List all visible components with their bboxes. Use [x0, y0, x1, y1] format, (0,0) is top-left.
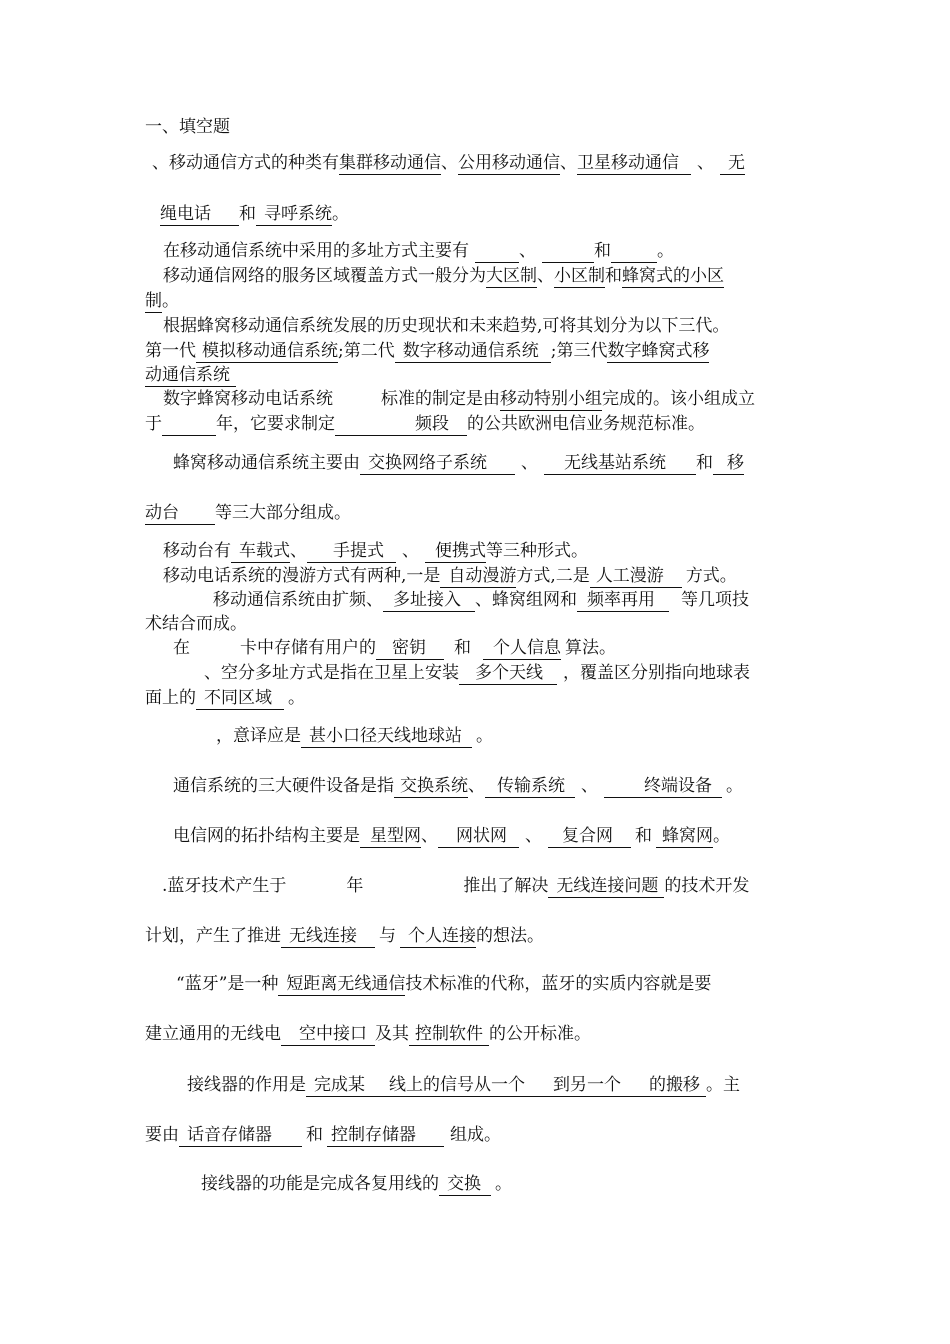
answer-blank: 动台: [145, 503, 215, 525]
question-4-cont: 第一代 模拟移动通信系统;第二代 数字移动通信系统 ;第三代数字蜂窝式移: [145, 341, 710, 361]
answer-blank: 交换网络子系统: [360, 453, 515, 475]
question-14: 电信网的拓扑结构主要是 星型网、 网状网 、 复合网 和 蜂窝网。: [173, 826, 730, 846]
answer-blank: 便携式: [425, 541, 486, 563]
question-6-cont: 动台 等三大部分组成。: [145, 503, 351, 523]
answer-blank: 多个天线: [459, 663, 557, 685]
answer-blank: 无线连接问题: [548, 876, 664, 898]
question-9-cont: 术结合而成。: [145, 614, 247, 634]
answer-blank: 控制软件: [409, 1024, 489, 1046]
answer-blank: 密钥: [376, 638, 444, 660]
question-11-cont: 面上的 不同区域 。: [145, 688, 305, 708]
answer-blank: 终端设备: [604, 776, 722, 798]
question-5: 数字蜂窝移动电话系统 标准的制定是由移动特别小组完成的。该小组成立: [163, 389, 755, 409]
question-15-cont: 计划，产生了推进 无线连接 与 个人连接的想法。: [145, 926, 544, 946]
answer-blank: 自动漫游: [440, 566, 516, 588]
question-10: 在 卡中存储有用户的 密钥 和 个人信息 算法。: [173, 638, 616, 658]
question-3-cont: 制。: [145, 291, 179, 311]
question-7: 移动台有 车载式、 手提式 、 便携式等三种形式。: [163, 541, 588, 561]
answer-blank: 交换系统: [394, 776, 468, 798]
answer-blank: 寻呼系统: [256, 204, 332, 226]
answer-blank: 频段: [335, 414, 467, 436]
answer-blank: 多址接入: [383, 590, 475, 612]
answer-blank: 大区制: [486, 266, 537, 286]
answer-blank: 手提式: [307, 541, 396, 563]
answer-blank: 频率再用: [577, 590, 669, 612]
answer-blank: 蜂窝网: [656, 826, 713, 848]
answer-blank: 控制存储器: [327, 1125, 444, 1147]
question-6: 蜂窝移动通信系统主要由 交换网络子系统 、 无线基站系统 和 移: [173, 453, 744, 473]
question-11: 、空分多址方式是指在卫星上安装 多个天线 ，覆盖区分别指向地球表: [204, 663, 750, 683]
question-17-cont: 要由 话音存储器 和 控制存储器 组成。: [145, 1125, 501, 1145]
answer-blank: 绳电话: [160, 204, 239, 226]
question-16: “蓝牙”是一种 短距离无线通信技术标准的代称，蓝牙的实质内容就是要: [176, 974, 712, 994]
answer-blank: 车载式: [231, 541, 290, 563]
question-18: 接线器的功能是完成各复用线的 交换 。: [201, 1174, 512, 1194]
answer-blank: 复合网: [548, 826, 631, 848]
question-5-cont: 于 年，它要求制定 频段 的公共欧洲电信业务规范标准。: [145, 414, 705, 434]
section-heading: 一、填空题: [145, 117, 230, 137]
answer-blank: 蜂窝式的小区: [622, 266, 724, 286]
answer-blank: 不同区域: [196, 688, 284, 710]
question-4: 根据蜂窝移动通信系统发展的历史现状和未来趋势,可将其划分为以下三代。: [163, 316, 730, 336]
answer-blank: 移动特别小组: [500, 389, 602, 409]
answer-blank: 线上的信号从一个: [389, 1075, 525, 1095]
question-17: 接线器的作用是 完成某 线上的信号从一个 到另一个 的搬移 。主: [187, 1075, 740, 1095]
answer-blank: 数字蜂窝式移: [607, 341, 710, 361]
answer-blank: 无线基站系统: [544, 453, 696, 475]
answer-blank: 移: [713, 453, 744, 475]
question-16-cont: 建立通用的无线电 空中接口 及其 控制软件 的公开标准。: [145, 1024, 591, 1044]
answer-blank: 公用移动通信: [458, 153, 560, 173]
answer-blank: [542, 241, 594, 263]
answer-blank: 交换: [439, 1174, 491, 1196]
answer-blank: 无线连接: [281, 926, 375, 948]
answer-blank: 甚小口径天线地球站: [301, 726, 472, 748]
answer-blank: 卫星移动通信: [577, 153, 691, 175]
answer-blank: [475, 241, 519, 263]
answer-blank: 话音存储器: [179, 1125, 302, 1147]
question-8: 移动电话系统的漫游方式有两种,一是 自动漫游方式,二是 人工漫游 方式。: [163, 566, 737, 586]
question-2: 在移动通信系统中采用的多址方式主要有 、 和 。: [163, 241, 674, 261]
answer-blank: [611, 241, 657, 263]
answer-blank: 个人连接: [400, 926, 476, 948]
answer-blank: 人工漫游: [590, 566, 682, 588]
answer-blank: 空中接口: [281, 1024, 375, 1046]
question-15: .蓝牙技术产生于 年 推出了解决 无线连接问题 的技术开发: [162, 876, 750, 896]
answer-blank: 完成某: [306, 1075, 389, 1097]
answer-blank: 数字移动通信系统: [395, 341, 551, 363]
answer-blank: 个人信息: [483, 638, 561, 660]
question-13: 通信系统的三大硬件设备是指 交换系统、 传输系统 、 终端设备 。: [173, 776, 743, 796]
answer-blank: 传输系统: [485, 776, 575, 798]
answer-blank: 网状网: [438, 826, 519, 848]
answer-blank: 的搬移: [649, 1075, 706, 1097]
answer-blank: 无: [720, 153, 745, 175]
question-4-cont2: [145, 364, 236, 388]
answer-blank: 小区制: [554, 266, 605, 286]
question-12: ，意译应是 甚小口径天线地球站 。: [216, 726, 493, 746]
question-3: 移动通信网络的服务区域覆盖方式一般分为大区制、小区制和蜂窝式的小区: [163, 266, 724, 286]
answer-blank: 集群移动通信: [339, 153, 441, 173]
answer-blank: 动通信系统: [145, 365, 236, 387]
question-1-cont: 绳电话 和 寻呼系统。: [160, 204, 349, 224]
answer-blank: 制: [145, 291, 162, 311]
answer-blank: [162, 414, 216, 436]
answer-blank: 到另一个: [525, 1075, 649, 1097]
answer-blank: 短距离无线通信: [278, 974, 405, 996]
answer-blank: 星型网: [360, 826, 421, 848]
question-1: 、移动通信方式的种类有集群移动通信、公用移动通信、卫星移动通信 、 无: [152, 153, 745, 173]
answer-blank: 模拟移动通信系统: [196, 341, 338, 363]
question-9: 移动通信系统由扩频、 多址接入 、蜂窝组网和 频率再用 等几项技: [213, 590, 749, 610]
